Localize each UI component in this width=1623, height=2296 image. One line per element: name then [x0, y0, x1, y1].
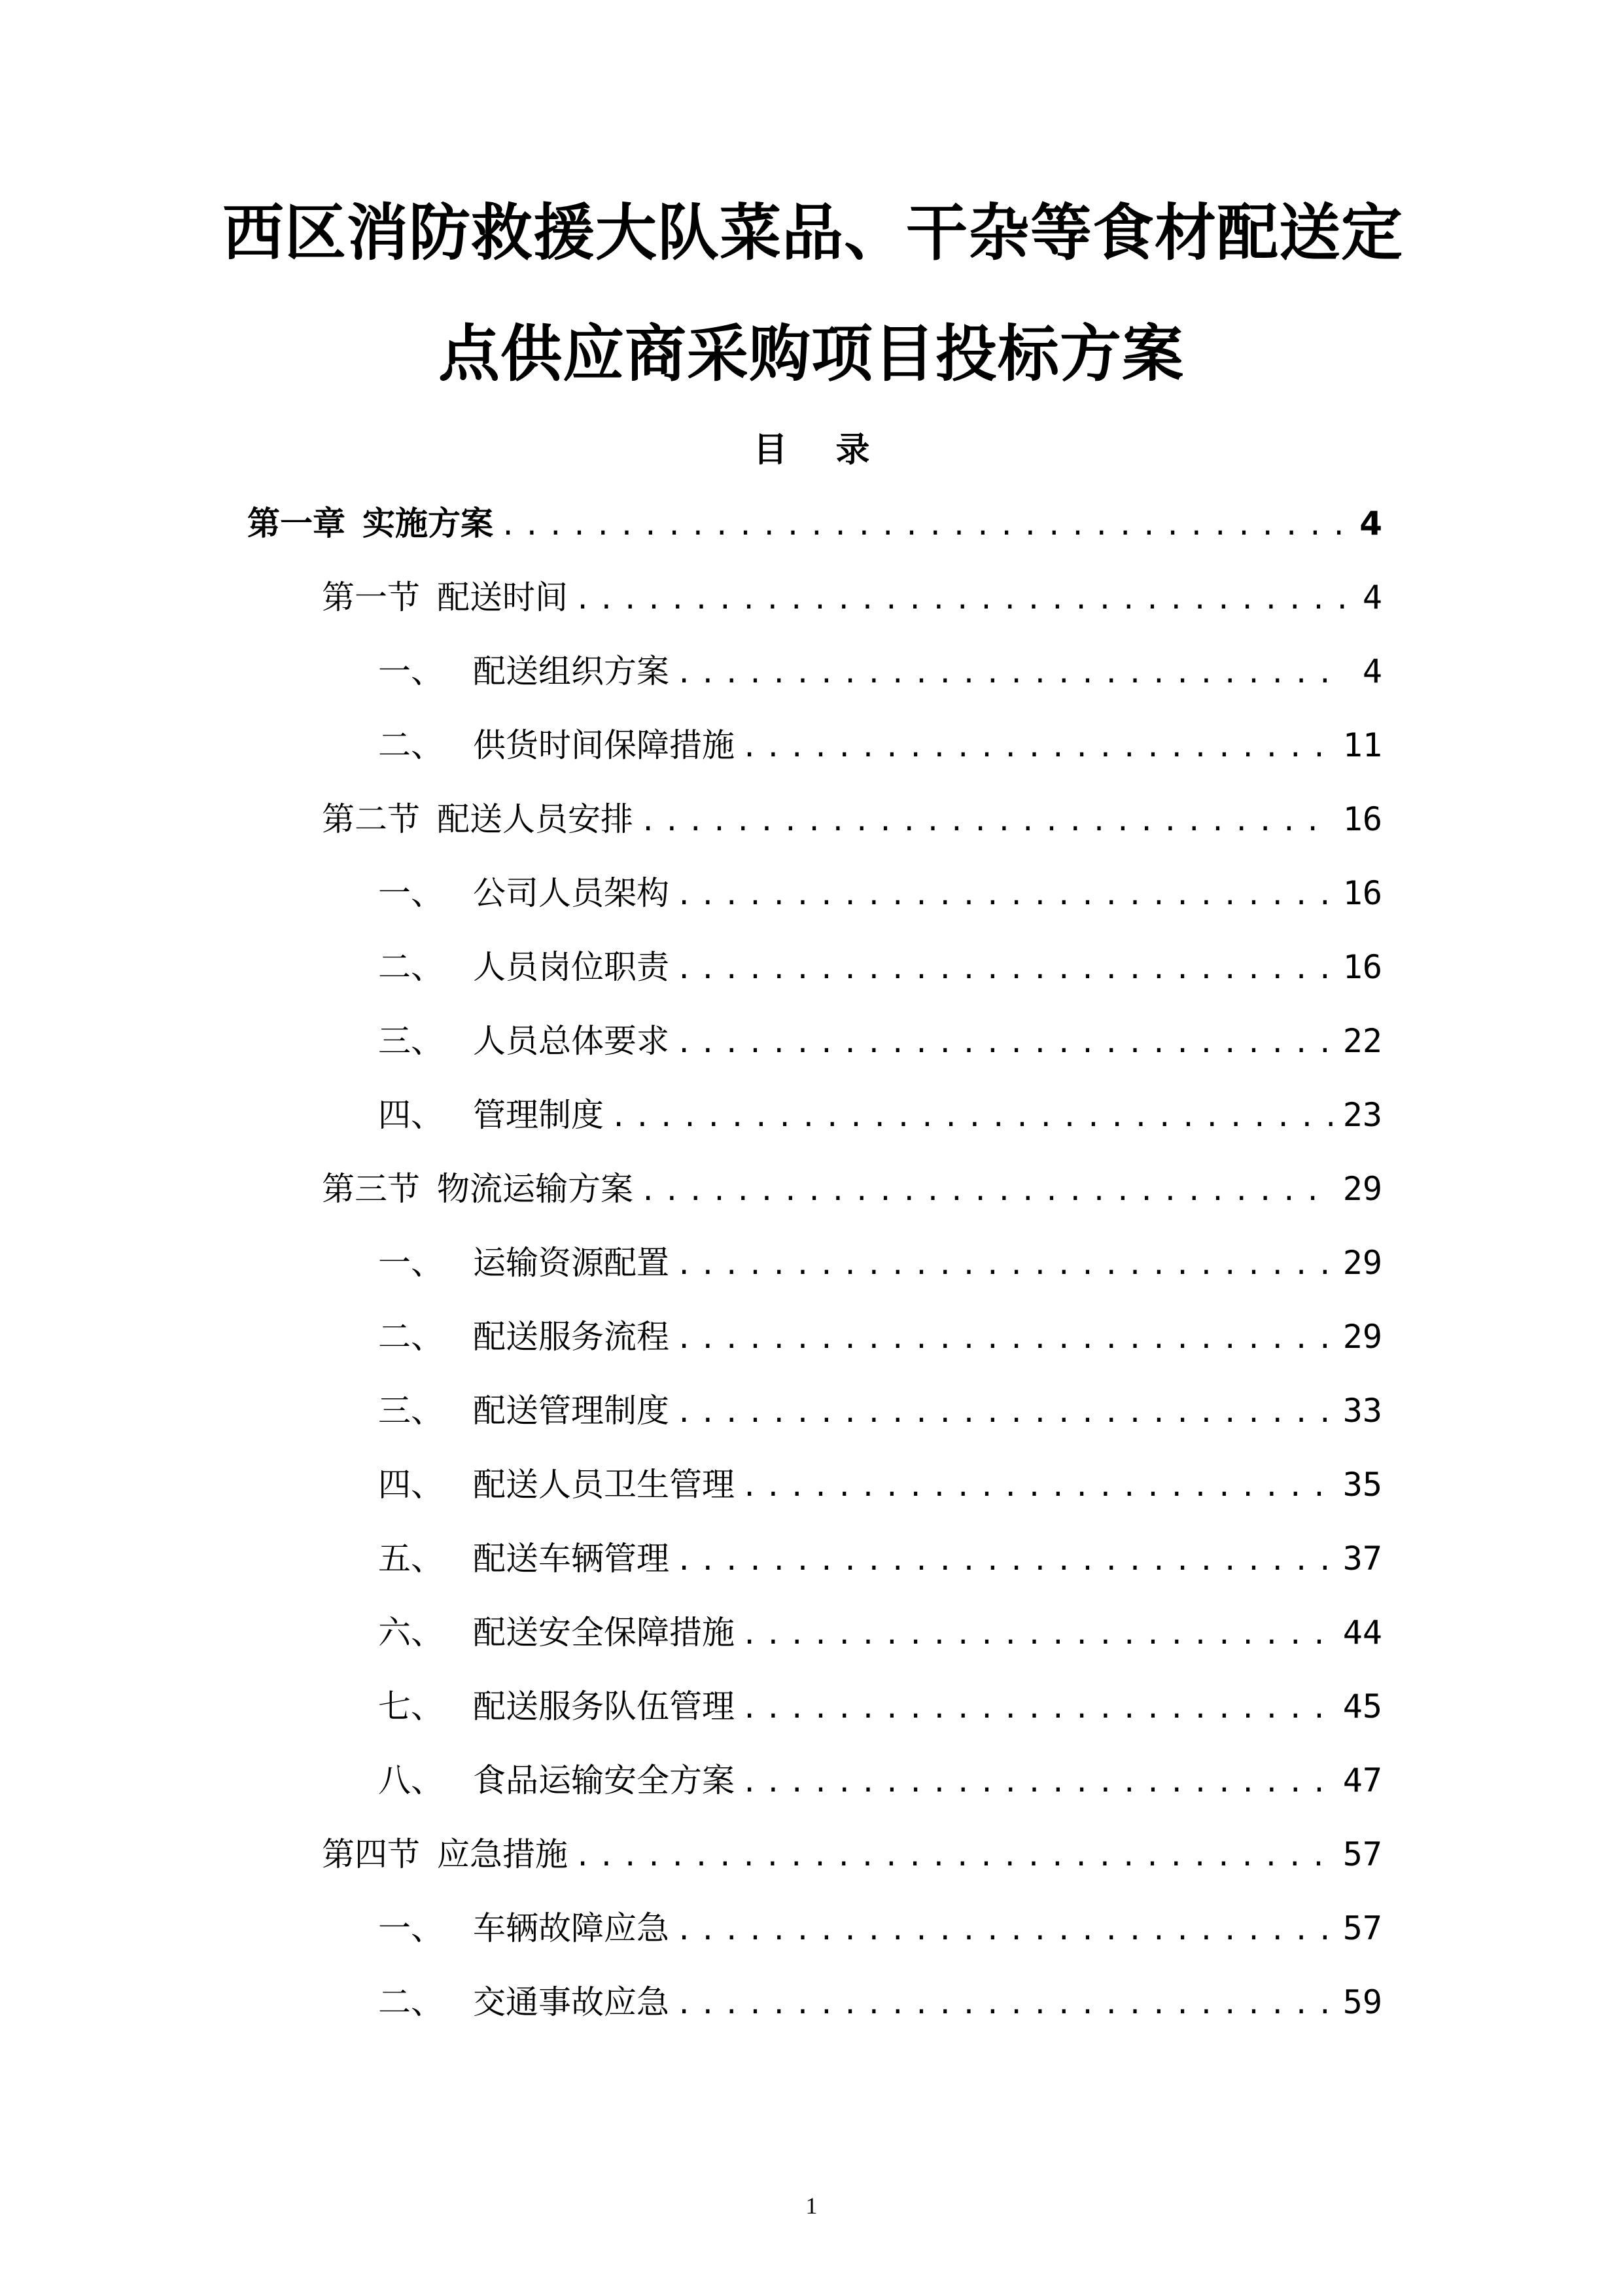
toc-entry-title: 公司人员架构 [473, 874, 669, 912]
toc-entry-page-number: 35 [1342, 1466, 1382, 1504]
toc-entry-title: 配送服务队伍管理 [473, 1687, 735, 1725]
toc-entry-number: 一、 [378, 1909, 444, 1947]
toc-entry[interactable] [378, 867, 1382, 926]
toc-dot-leader [676, 1322, 1333, 1354]
toc-entry-number: 二、 [378, 726, 444, 764]
toc-entry-page-number: 59 [1342, 1983, 1382, 2021]
toc-entry-page-number: 57 [1342, 1909, 1382, 1947]
toc-entry-page-number: 29 [1342, 1318, 1382, 1356]
toc-entry-page-number: 44 [1342, 1614, 1382, 1651]
toc-entry[interactable] [322, 1163, 1382, 1222]
toc-entry-title: 配送安全保障措施 [473, 1614, 735, 1651]
toc-dot-leader [741, 1470, 1333, 1502]
toc-entry-number: 三、 [378, 1022, 444, 1060]
toc-entry-page-number: 16 [1342, 948, 1382, 986]
toc-entry[interactable] [378, 645, 1382, 704]
toc-dot-leader [574, 1840, 1333, 1872]
toc-dot-leader [676, 879, 1333, 911]
toc-dot-leader [676, 1988, 1333, 2020]
toc-entry[interactable] [322, 571, 1382, 630]
toc-entry-number: 一、 [378, 874, 444, 912]
toc-entry-title: 配送人员安排 [437, 800, 633, 838]
toc-entry-title: 人员总体要求 [473, 1022, 669, 1060]
toc-dot-leader [676, 1544, 1333, 1576]
page-number: 1 [805, 2193, 818, 2219]
toc-dot-leader [610, 1101, 1333, 1133]
toc-entry-number: 二、 [378, 948, 444, 986]
toc-entry-page-number: 47 [1342, 1761, 1382, 1799]
toc-entry-page-number: 16 [1342, 800, 1382, 838]
toc-entry-number: 六、 [378, 1614, 444, 1651]
toc-entry-title: 食品运输安全方案 [473, 1761, 735, 1799]
toc-entry-page-number: 57 [1342, 1835, 1382, 1873]
toc-entry[interactable] [378, 1902, 1382, 1961]
toc-dot-leader [676, 953, 1333, 985]
toc-entry[interactable] [378, 1089, 1382, 1148]
toc-entry-page-number: 33 [1342, 1392, 1382, 1430]
toc-entry[interactable] [378, 1680, 1382, 1739]
toc-dot-leader [741, 1692, 1333, 1724]
document-title-line-1: 西区消防救援大队菜品、干杂等食材配送定 [222, 198, 1404, 269]
toc-entry[interactable] [322, 1828, 1382, 1887]
toc-entry-page-number: 45 [1342, 1687, 1382, 1725]
toc-dot-leader [741, 1618, 1333, 1650]
toc-entry-number: 二、 [378, 1318, 444, 1356]
toc-entry-number: 一、 [378, 1244, 444, 1282]
toc-dot-leader [640, 805, 1333, 837]
toc-dot-leader [676, 1914, 1333, 1946]
toc-entry-number: 四、 [378, 1096, 444, 1134]
toc-entry-page-number: 4 [1359, 504, 1382, 542]
toc-dot-leader [741, 1766, 1333, 1798]
toc-entry-number: 八、 [378, 1761, 444, 1799]
toc-entry-title: 配送人员卫生管理 [473, 1466, 735, 1504]
toc-entry-title: 配送组织方案 [473, 652, 669, 690]
toc-entry-title: 配送车辆管理 [473, 1540, 669, 1578]
toc-entry[interactable] [378, 941, 1382, 1000]
toc-entry-title: 车辆故障应急 [473, 1909, 669, 1947]
toc-entry-page-number: 37 [1342, 1540, 1382, 1578]
toc-entry-title: 供货时间保障措施 [473, 726, 735, 764]
toc-dot-leader [574, 583, 1346, 615]
toc-entry-title: 物流运输方案 [437, 1170, 633, 1208]
document-title-line-2: 点供应商采购项目投标方案 [438, 319, 1184, 390]
toc-entry-number: 七、 [378, 1687, 444, 1725]
toc-entry[interactable] [378, 1311, 1382, 1369]
toc-entry[interactable] [378, 1458, 1382, 1517]
toc-dot-leader [640, 1174, 1333, 1207]
toc-entry-page-number: 11 [1342, 726, 1382, 764]
toc-entry-number: 四、 [378, 1466, 444, 1504]
toc-entry[interactable] [378, 1976, 1382, 2035]
toc-entry-number: 二、 [378, 1983, 444, 2021]
toc-entry-title: 运输资源配置 [473, 1244, 669, 1282]
toc-entry-page-number: 4 [1362, 578, 1382, 616]
toc-dot-leader [500, 509, 1346, 541]
toc-dot-leader [676, 1027, 1333, 1059]
toc-entry-title: 管理制度 [473, 1096, 604, 1134]
toc-entry[interactable] [378, 1754, 1382, 1813]
toc-entry[interactable] [322, 793, 1382, 852]
toc-entry-page-number: 29 [1342, 1244, 1382, 1282]
toc-entry-number: 第四节 [322, 1835, 420, 1873]
toc-entry-title: 配送时间 [437, 578, 568, 616]
toc-entry[interactable] [378, 719, 1382, 778]
toc-entry-title: 配送管理制度 [473, 1392, 669, 1430]
toc-entry-title: 人员岗位职责 [473, 948, 669, 986]
toc-entry-number: 一、 [378, 652, 444, 690]
toc-entry-page-number: 23 [1342, 1096, 1382, 1134]
toc-entry-number: 三、 [378, 1392, 444, 1430]
toc-entry[interactable] [378, 1385, 1382, 1443]
toc-dot-leader [676, 1248, 1333, 1280]
toc-entry-title: 配送服务流程 [473, 1318, 669, 1356]
toc-dot-leader [676, 657, 1346, 689]
toc-entry-number: 第三节 [322, 1170, 420, 1208]
toc-entry-number: 第一节 [322, 578, 420, 616]
toc-entry[interactable] [378, 1606, 1382, 1665]
toc-dot-leader [741, 731, 1333, 763]
toc-dot-leader [676, 1396, 1333, 1428]
toc-entry-page-number: 4 [1362, 652, 1382, 690]
toc-entry-title: 实施方案 [362, 504, 493, 542]
toc-entry-title: 交通事故应急 [473, 1983, 669, 2021]
toc-entry[interactable] [378, 1015, 1382, 1074]
toc-entry-page-number: 29 [1342, 1170, 1382, 1208]
toc-heading: 目 录 [753, 431, 888, 470]
toc-entry-page-number: 16 [1342, 874, 1382, 912]
toc-entry-title: 应急措施 [437, 1835, 568, 1873]
toc-entry-number: 第一章 [247, 504, 345, 542]
toc-entry[interactable] [378, 1237, 1382, 1296]
toc-entry-number: 第二节 [322, 800, 420, 838]
toc-entry[interactable] [378, 1532, 1382, 1591]
toc-entry[interactable] [247, 497, 1382, 556]
toc-entry-number: 五、 [378, 1540, 444, 1578]
toc-entry-page-number: 22 [1342, 1022, 1382, 1060]
